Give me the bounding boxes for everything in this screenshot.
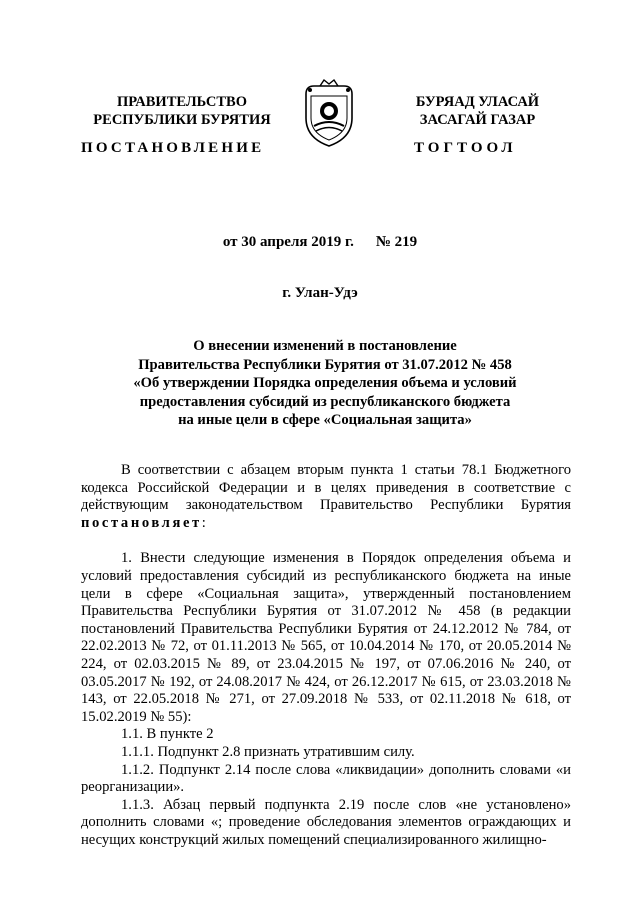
- subject-line: на иные цели в сфере «Социальная защита»: [178, 412, 472, 428]
- paragraph-1: 1. Внести следующие изменения в Порядок определения объема и условий предоставления субсидий из республиканского бюджета на иные цели в сфере «Социальная защита», утвержденный постановлением Правительства Республики Бурятия от 31.07.2012 № 458 (в редакции постановлений Правительства Республики Бурятия от 24.12.2012 № 784, от 22.02.2013 № 72, от 01.11.2013 № 565, от 10.04.2014 № 170, от 20.05.2014 № 224, от 02.03.2015 № 89, от 23.04.2015 № 197, от 07.06.2016 № 240, от 03.05.2017 № 192, от 24.08.2017 № 424, от 26.12.2017 № 615, от 23.03.2018 № 143, от 22.05.2018 № 271, от 27.09.2018 № 533, от 02.11.2018 № 618, от 15.02.2019 № 55):: [81, 550, 571, 725]
- decree-number: № 219: [375, 234, 418, 250]
- issuer-russian: [82, 93, 282, 129]
- doc-type-buryat: ТОГТООЛ: [414, 140, 517, 156]
- decree-city: г. Улан-Удэ: [282, 285, 358, 301]
- decree-subject: [100, 337, 550, 430]
- issuer-buryat: [375, 93, 580, 129]
- issuer-russian-line1: ПРАВИТЕЛЬСТВО: [117, 94, 247, 110]
- paragraph-1-1-1: 1.1.1. Подпункт 2.8 признать утратившим силу.: [121, 743, 415, 760]
- decree-date-line: [0, 234, 640, 251]
- subject-line: О внесении изменений в постановление: [193, 338, 457, 354]
- subject-line: предоставления субсидий из республиканского бюджета: [139, 393, 511, 410]
- paragraph-1-1-2: 1.1.2. Подпункт 2.14 после слова «ликвидации» дополнить словами «и реорганизации».: [81, 761, 571, 796]
- decree-body: [81, 462, 571, 849]
- preamble-paragraph: [81, 462, 571, 532]
- coat-of-arms-icon: [300, 78, 358, 150]
- issuer-buryat-line1: БУРЯАД УЛАСАЙ: [415, 94, 540, 110]
- issuer-buryat-line2: ЗАСАГАЙ ГАЗАР: [419, 112, 536, 128]
- subject-line: «Об утверждении Порядка определения объема и условий: [133, 375, 517, 391]
- decree-date: от 30 апреля 2019 г.: [222, 234, 354, 250]
- preamble-text: В соответствии с абзацем вторым пункта 1 статьи 78.1 Бюджетного кодекса Российской Федерации и в целях приведения в соответствие с действующим законодательством Правительство Республики Бурятия: [81, 462, 571, 514]
- subject-line: Правительства Республики Бурятия от 31.07.2012 № 458: [138, 356, 512, 373]
- issuer-russian-line2: РЕСПУБЛИКИ БУРЯТИЯ: [93, 112, 271, 128]
- resolves-colon: :: [201, 514, 206, 531]
- paragraph-1-1-3: 1.1.3. Абзац первый подпункта 2.19 после слов «не установлено» дополнить словами «; проведение обследования элементов ограждающих и несущих конструкций жилых помещений специализированного жилищно-: [81, 796, 571, 848]
- resolves-word: постановляет: [81, 514, 202, 531]
- doc-type-russian: ПОСТАНОВЛЕНИЕ: [81, 140, 265, 156]
- paragraph-1-1: 1.1. В пункте 2: [121, 726, 214, 743]
